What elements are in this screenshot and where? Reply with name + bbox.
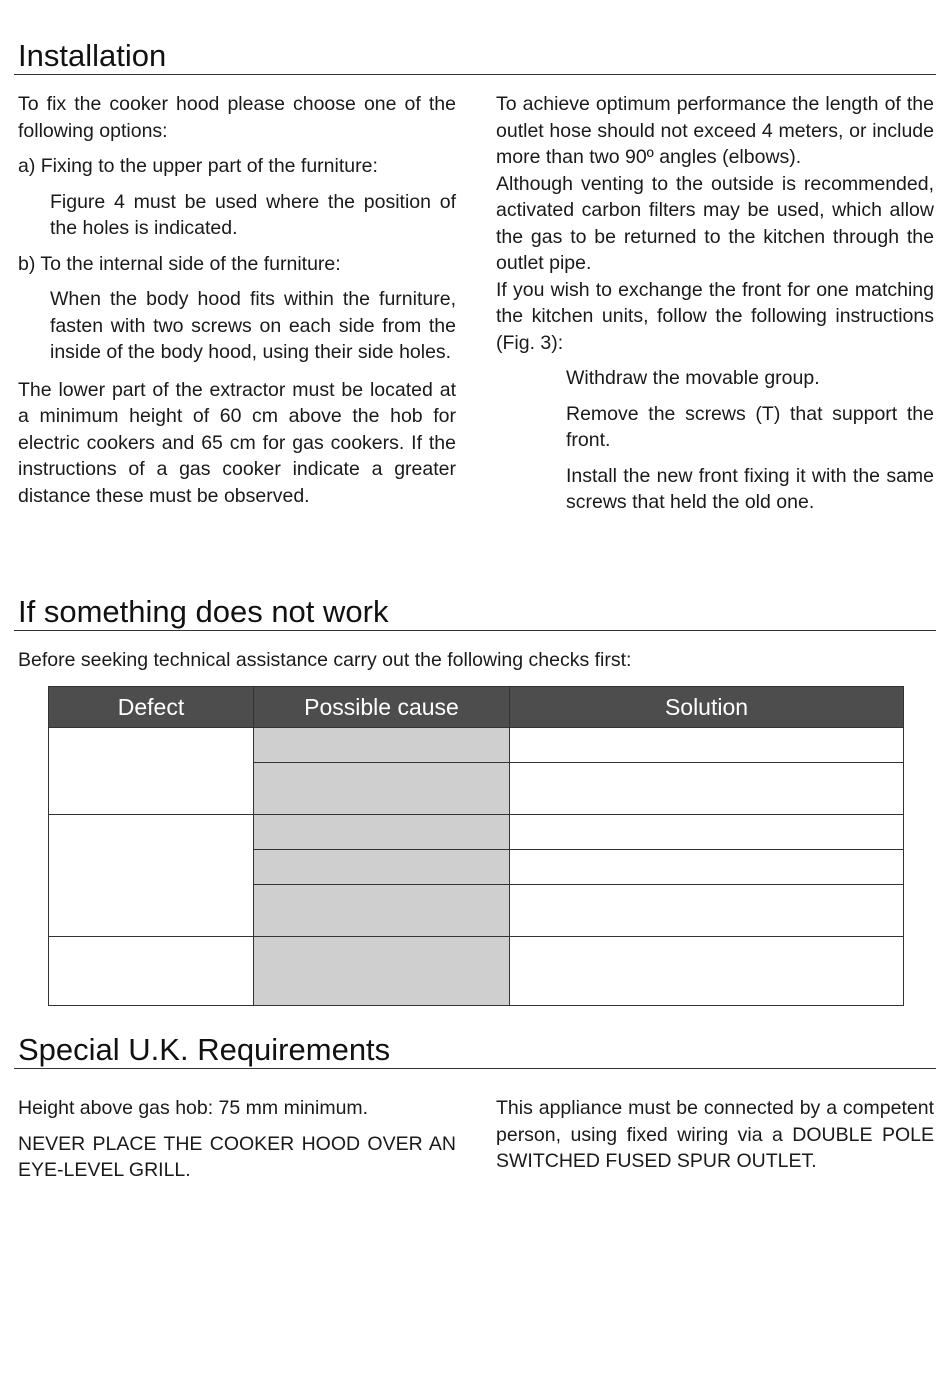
fault-table-header-row bbox=[49, 687, 904, 728]
cause-cell bbox=[254, 850, 510, 885]
uk-right-column bbox=[496, 1095, 934, 1175]
option-a-text: Fixing to the upper part of the furniture: bbox=[40, 155, 378, 177]
option-a bbox=[18, 153, 456, 180]
cause-cell bbox=[254, 763, 510, 815]
defect-cell bbox=[49, 728, 254, 815]
cause-cell bbox=[254, 937, 510, 1006]
solution-cell bbox=[510, 815, 904, 850]
troubleshooting-title: If something does not work bbox=[18, 594, 389, 629]
fault-table bbox=[48, 686, 904, 1006]
uk-left-column bbox=[18, 1095, 456, 1184]
option-a-detail: Figure 4 must be used where the position of the holes is indicated. bbox=[50, 190, 456, 239]
step-item: Remove the screws (T) that support the front. bbox=[566, 402, 934, 451]
step-item: Install the new front fixing it with the same screws that held the old one. bbox=[566, 464, 934, 513]
height-note: The lower part of the extractor must be located at a minimum height of 60 cm above the hob for electric cookers and 65 cm for gas cookers. If the instructions of a gas cooker indicate a greater distance these must be observed. bbox=[18, 378, 456, 507]
solution-cell bbox=[510, 937, 904, 1006]
uk-grill-warning: NEVER PLACE THE COOKER HOOD OVER AN EYE-LEVEL GRILL. bbox=[18, 1132, 456, 1181]
installation-intro: To fix the cooker hood please choose one of the following options: bbox=[18, 93, 456, 142]
uk-requirements-title: Special U.K. Requirements bbox=[18, 1032, 391, 1067]
installation-right-column bbox=[496, 91, 934, 516]
troubleshooting-intro-text: Before seeking technical assistance carry out the following checks first: bbox=[18, 649, 632, 671]
troubleshooting-divider bbox=[14, 630, 936, 631]
solution-cell bbox=[510, 885, 904, 937]
solution-cell bbox=[510, 763, 904, 815]
defect-cell bbox=[49, 815, 254, 937]
venting-note: Although venting to the outside is recommended, activated carbon filters may be used, which allow the gas to be returned to the kitchen through the outlet pipe. bbox=[496, 172, 934, 274]
cause-cell bbox=[254, 885, 510, 937]
installation-divider bbox=[14, 74, 936, 75]
solution-cell bbox=[510, 728, 904, 763]
option-b-text: To the internal side of the furniture: bbox=[40, 252, 341, 275]
troubleshooting-intro bbox=[18, 647, 918, 674]
option-b-detail: When the body hood fits within the furniture, fasten with two screws on each side from the inside of the body hood, using their side holes. bbox=[50, 288, 456, 363]
header-cause: Possible cause bbox=[254, 687, 510, 728]
header-solution: Solution bbox=[510, 687, 904, 728]
uk-requirements-divider bbox=[14, 1068, 936, 1069]
front-exchange-intro: If you wish to exchange the front for one matching the kitchen units, follow the following instructions (Fig. 3): bbox=[496, 278, 934, 354]
step-item: Withdraw the movable group. bbox=[566, 367, 820, 389]
installation-left-column bbox=[18, 91, 456, 509]
option-b bbox=[18, 251, 456, 278]
option-b-label: b) bbox=[18, 252, 36, 275]
uk-wiring-requirement: This appliance must be connected by a competent person, using fixed wiring via a DOUBLE POLE SWITCHED FUSED SPUR OUTLET. bbox=[496, 1097, 934, 1172]
table-row bbox=[49, 815, 904, 850]
installation-title: Installation bbox=[18, 38, 167, 73]
solution-cell bbox=[510, 850, 904, 885]
table-row bbox=[49, 937, 904, 1006]
defect-cell bbox=[49, 937, 254, 1006]
header-defect: Defect bbox=[49, 687, 254, 728]
cause-cell bbox=[254, 815, 510, 850]
option-a-label: a) bbox=[18, 155, 36, 177]
table-row bbox=[49, 728, 904, 763]
cause-cell bbox=[254, 728, 510, 763]
performance-note: To achieve optimum performance the length of the outlet hose should not exceed 4 meters, or include more than two 90º angles (elbows). bbox=[496, 93, 934, 168]
uk-height-requirement: Height above gas hob: 75 mm minimum. bbox=[18, 1097, 369, 1119]
